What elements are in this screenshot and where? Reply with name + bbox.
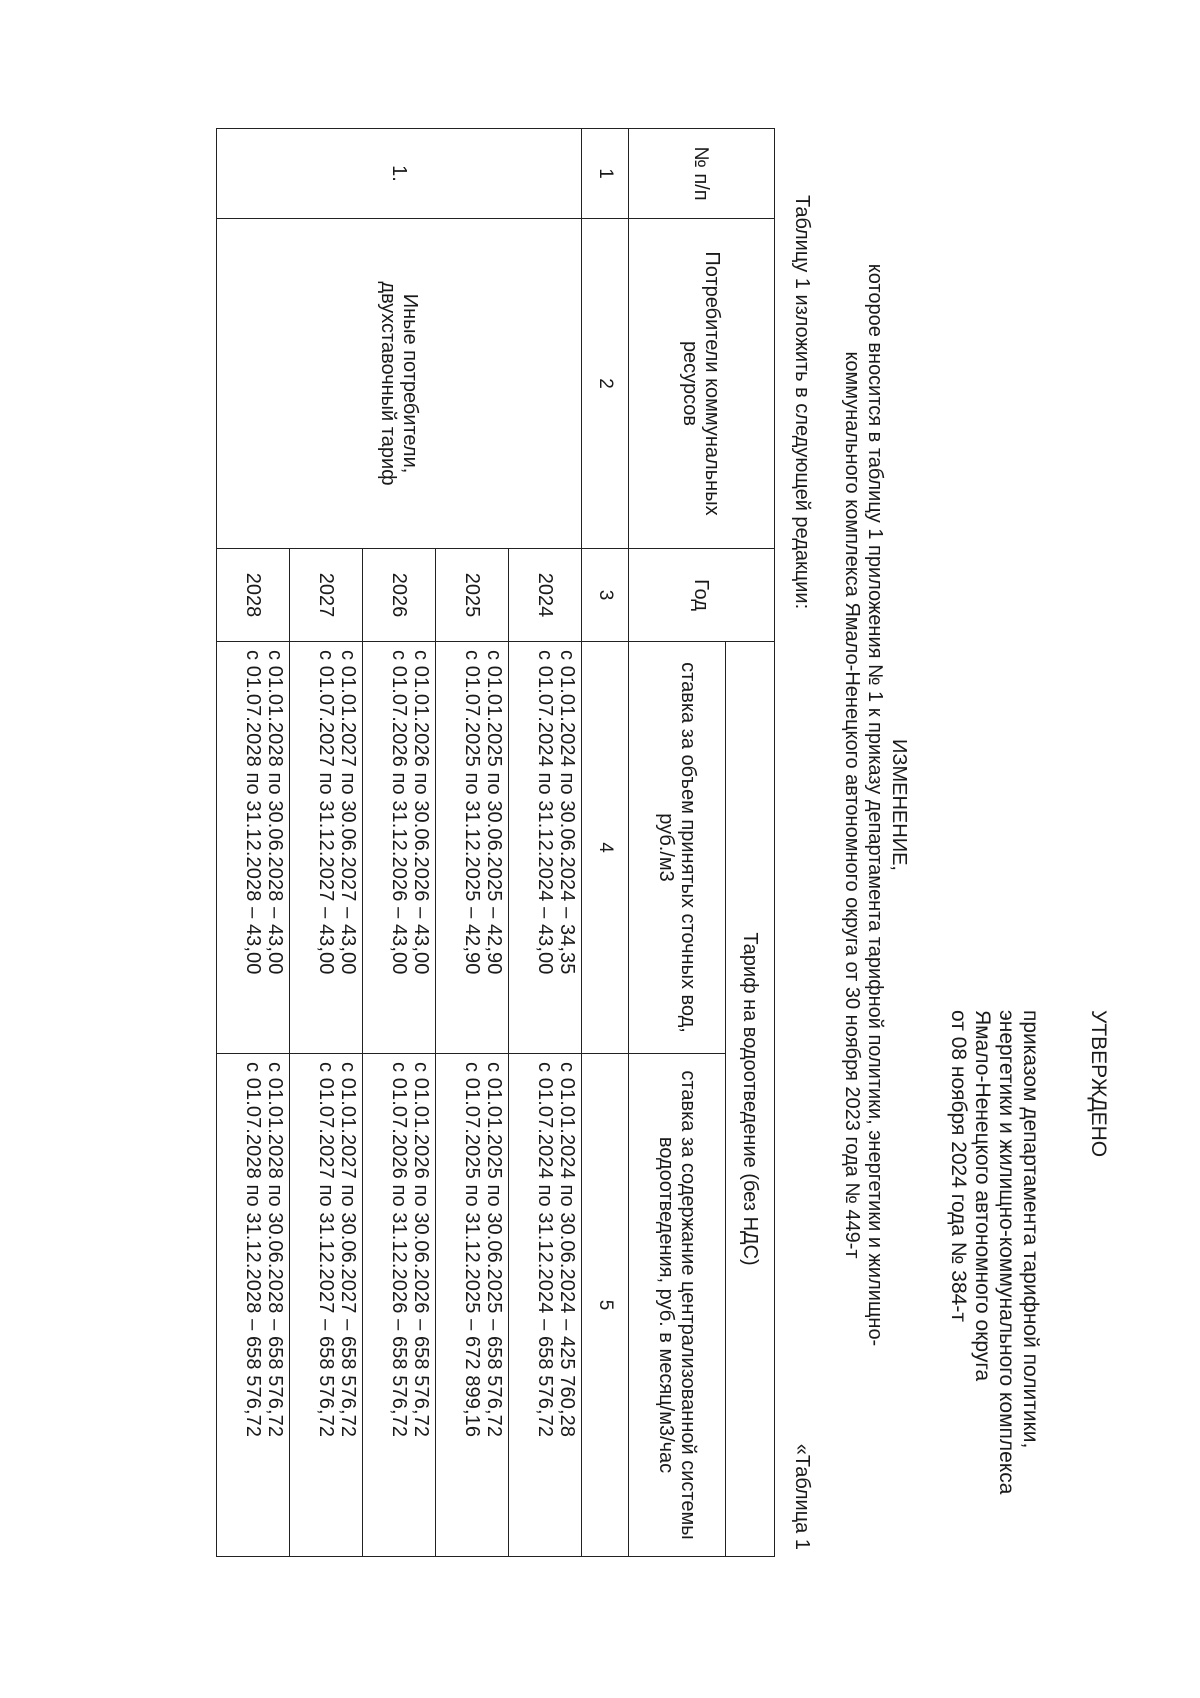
consumer-name: Иные потребители, двухставочный тариф (217, 219, 582, 549)
rate-period: с 01.07.2028 по 31.12.2028 – 658 576,72 (242, 1062, 264, 1438)
column-number: 3 (582, 549, 629, 642)
header-consumers: Потребители коммунальных ресурсов (629, 219, 775, 549)
header-tariff-group: Тариф на водоотведение (без НДС) (726, 642, 775, 1557)
document-subtitle-line: коммунального комплекса Ямало-Ненецкого автономного округа от 30 ноября 2023 года № 449-т (841, 351, 863, 1259)
year-cell: 2026 (363, 549, 436, 642)
column-number: 5 (582, 1054, 629, 1557)
approved-line: Ямало-Ненецкого автономного округа (971, 1010, 994, 1382)
row-number: 1. (217, 129, 582, 219)
maintenance-rate-cell (290, 1054, 363, 1557)
approved-line: от 08 ноября 2024 года № 384-т (947, 1010, 970, 1322)
document-title: ИЗМЕНЕНИЕ, (888, 739, 910, 871)
maintenance-rate-cell (509, 1054, 582, 1557)
rate-period: с 01.07.2024 по 31.12.2024 – 658 576,72 (534, 1062, 556, 1438)
table-row (509, 129, 582, 1557)
year-cell: 2027 (290, 549, 363, 642)
header-num: № п/п (629, 129, 775, 219)
rate-period: с 01.01.2025 по 30.06.2025 – 42,90 (483, 650, 505, 975)
rate-period: с 01.01.2025 по 30.06.2025 – 658 576,72 (483, 1062, 505, 1438)
rate-period: с 01.01.2024 по 30.06.2024 – 34,35 (556, 650, 578, 975)
volume-rate-cell (509, 642, 582, 1054)
year-cell: 2024 (509, 549, 582, 642)
year-cell: 2025 (436, 549, 509, 642)
maintenance-rate-cell (436, 1054, 509, 1557)
column-numbers-row (582, 129, 629, 1557)
rate-period: с 01.01.2027 по 30.06.2027 – 658 576,72 (337, 1062, 359, 1438)
rate-period: с 01.07.2024 по 31.12.2024 – 43,00 (534, 650, 556, 975)
volume-rate-cell (436, 642, 509, 1054)
header-rate-maintenance: ставка за содержание централизованной системы водоотведения, руб. в месяц/м3/час (629, 1054, 726, 1557)
approved-line: энергетики и жилищно-коммунального комплекса (995, 1010, 1018, 1495)
header-year: Год (629, 549, 775, 642)
rate-period: с 01.07.2025 по 31.12.2025 – 672 899,16 (461, 1062, 483, 1438)
volume-rate-cell (363, 642, 436, 1054)
year-cell: 2028 (217, 549, 290, 642)
rate-period: с 01.07.2025 по 31.12.2025 – 42,90 (461, 650, 483, 975)
rate-period: с 01.07.2027 по 31.12.2027 – 658 576,72 (315, 1062, 337, 1438)
rate-period: с 01.01.2027 по 30.06.2027 – 43,00 (337, 650, 359, 975)
approval-stamp (946, 1010, 1110, 1650)
rate-period: с 01.01.2026 по 30.06.2026 – 658 576,72 (410, 1062, 432, 1438)
tariff-table (216, 128, 775, 1557)
rate-period: с 01.07.2026 по 31.12.2026 – 658 576,72 (388, 1062, 410, 1438)
approved-heading: УТВЕРЖДЕНО (1087, 1010, 1110, 1158)
table-label: «Таблица 1 (791, 1443, 813, 1550)
maintenance-rate-cell (217, 1054, 290, 1557)
rate-period: с 01.07.2026 по 31.12.2026 – 43,00 (388, 650, 410, 975)
intro-text: Таблицу 1 изложить в следующей редакции: (791, 195, 813, 610)
column-number: 1 (582, 129, 629, 219)
column-number: 4 (582, 642, 629, 1054)
volume-rate-cell (217, 642, 290, 1054)
rate-period: с 01.07.2027 по 31.12.2027 – 43,00 (315, 650, 337, 975)
rate-period: с 01.01.2026 по 30.06.2026 – 43,00 (410, 650, 432, 975)
document-subtitle-line: которое вносится в таблицу 1 приложения № 1 к приказу департамента тарифной политики, энергетики и жилищно- (864, 263, 886, 1347)
maintenance-rate-cell (363, 1054, 436, 1557)
rate-period: с 01.01.2024 по 30.06.2024 – 425 760,28 (556, 1062, 578, 1438)
rate-period: с 01.07.2028 по 31.12.2028 – 43,00 (242, 650, 264, 975)
table-header-row (726, 129, 775, 1557)
header-rate-volume: ставка за объем принятых сточных вод, руб./м3 (629, 642, 726, 1054)
volume-rate-cell (290, 642, 363, 1054)
rate-period: с 01.01.2028 по 30.06.2028 – 658 576,72 (264, 1062, 286, 1438)
approved-line: приказом департамента тарифной политики, (1019, 1010, 1042, 1449)
column-number: 2 (582, 219, 629, 549)
rate-period: с 01.01.2028 по 30.06.2028 – 43,00 (264, 650, 286, 975)
